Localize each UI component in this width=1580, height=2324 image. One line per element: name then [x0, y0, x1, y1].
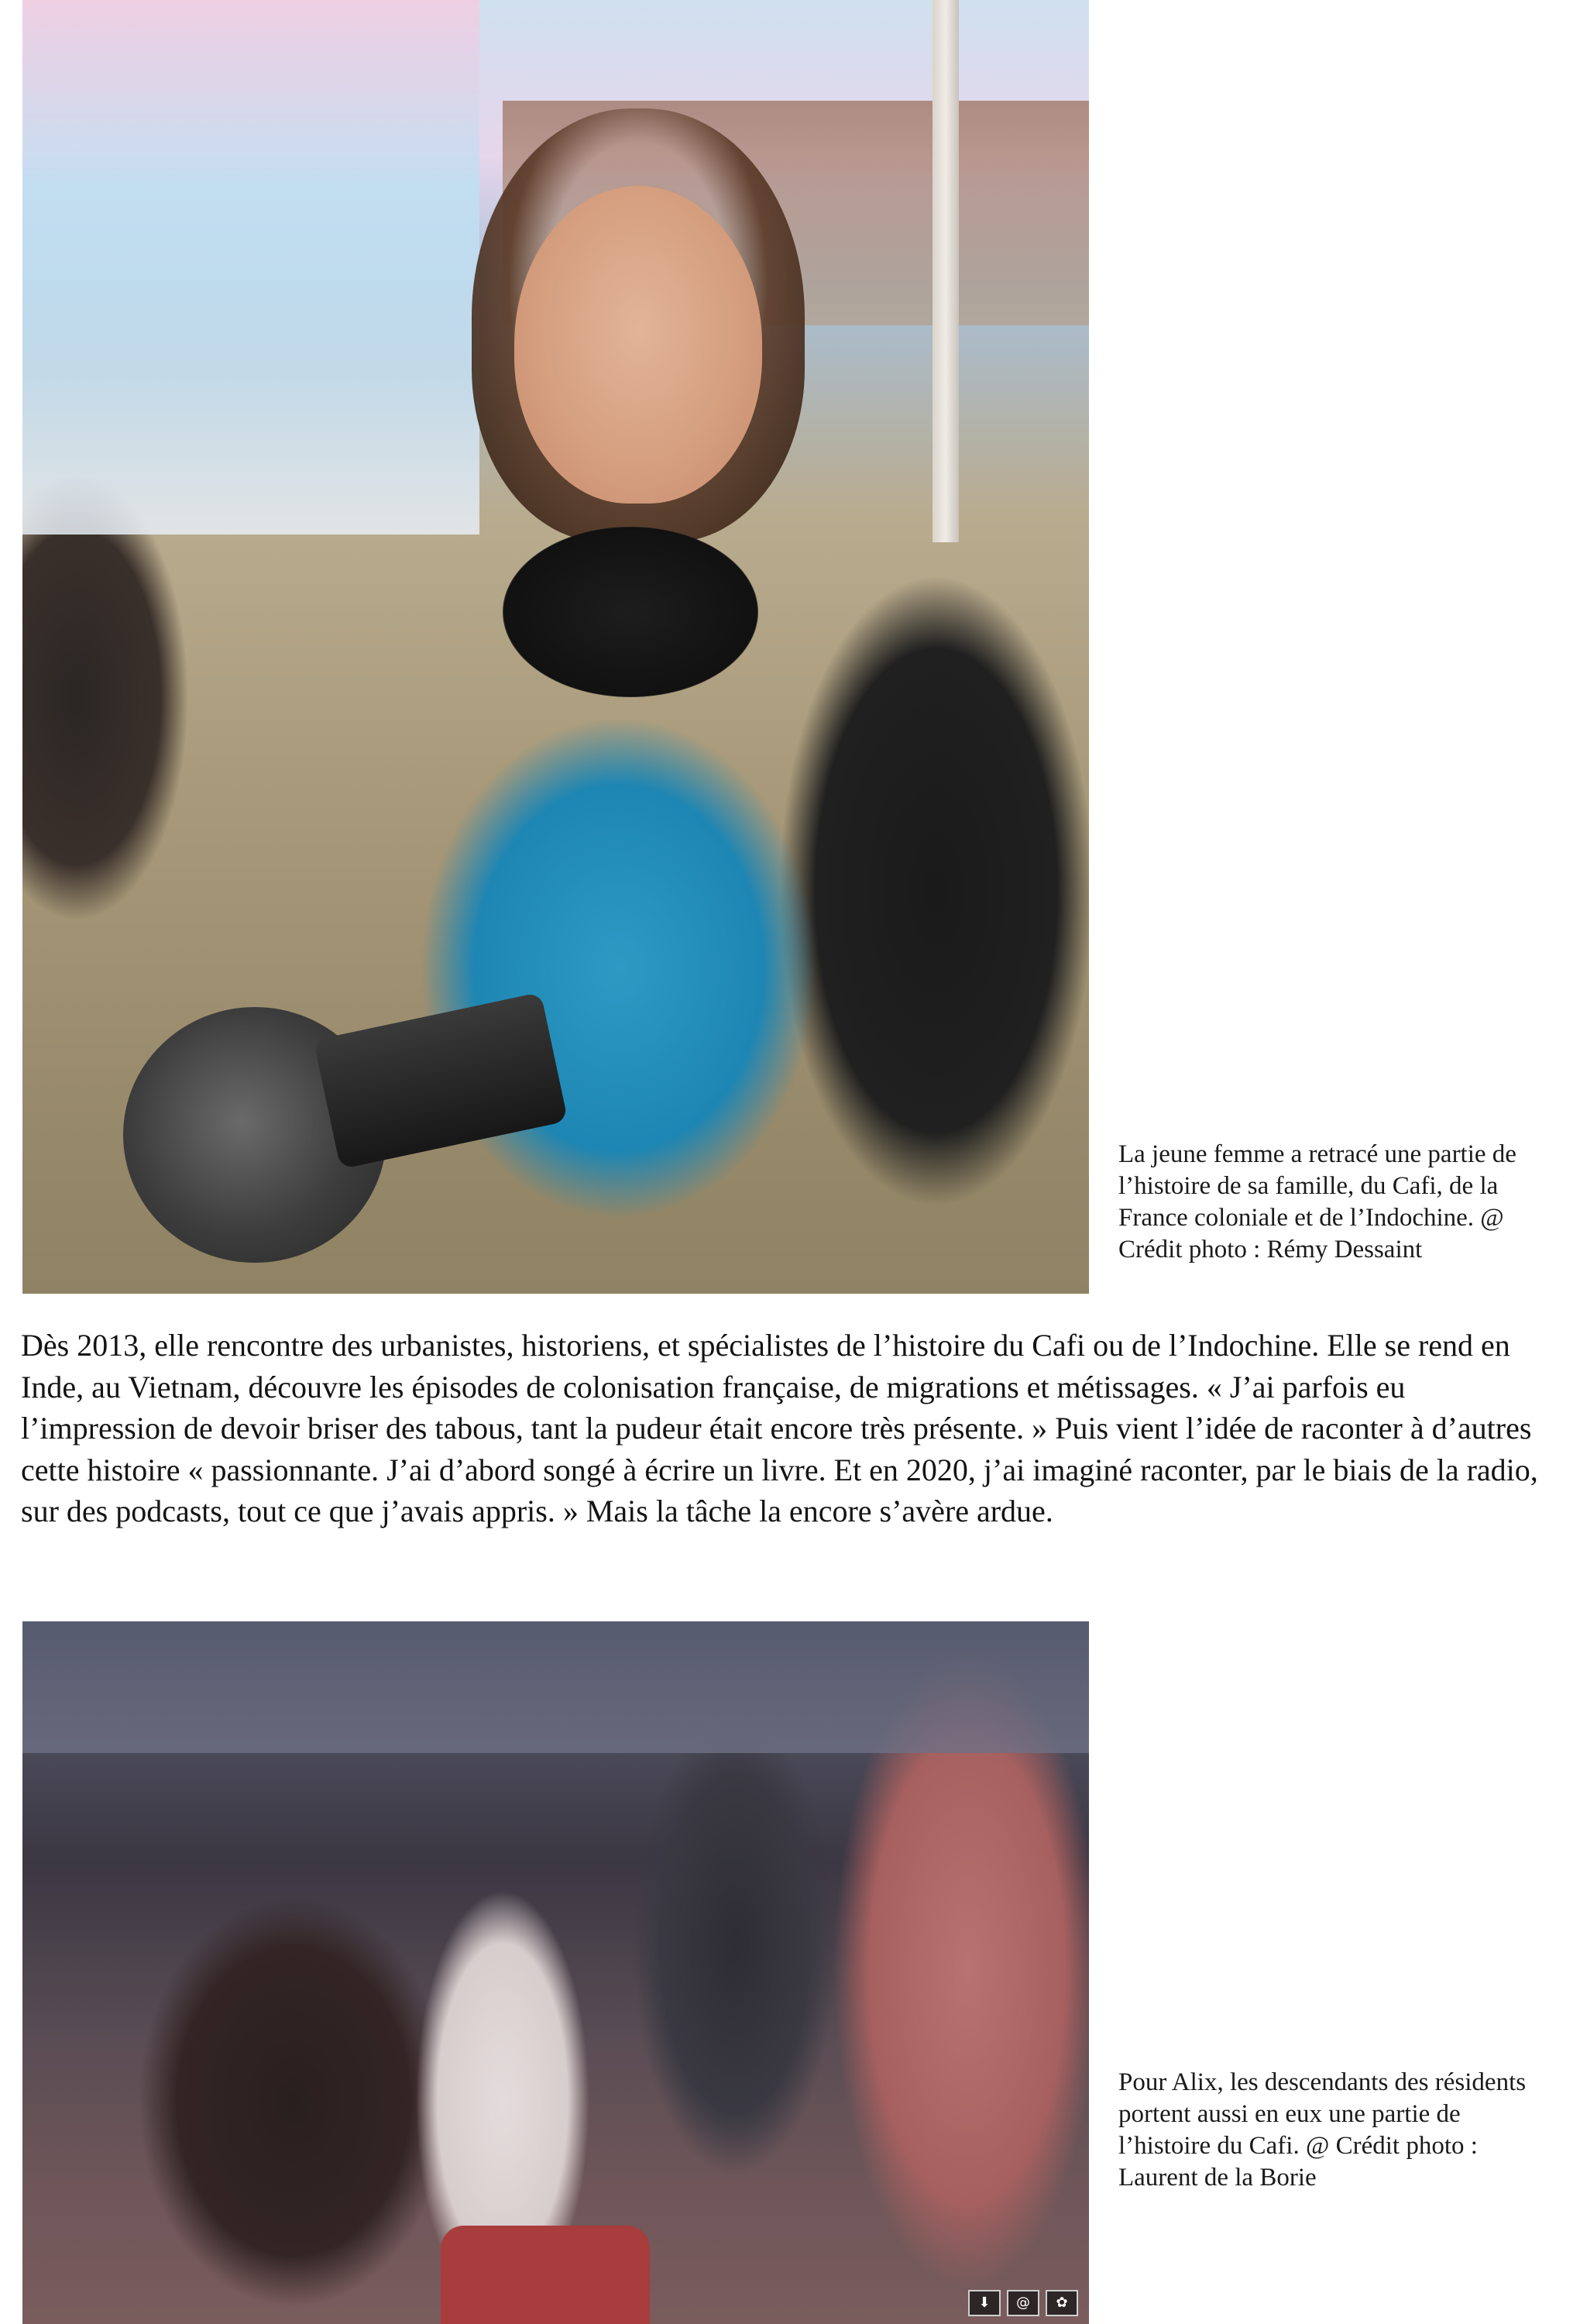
photo-background-pole — [933, 0, 959, 542]
photo-caption-1: La jeune femme a retracé une partie de l’histoire de sa famille, du Cafi, de la France coloniale et de l’Indochine. @ Crédit photo : Rémy Dessaint — [1118, 1140, 1516, 1263]
photo-headphones — [503, 527, 758, 697]
photo-child-shorts — [441, 2226, 650, 2324]
article-photo-woman-child — [22, 1621, 1089, 2324]
article-photo-woman-headphones — [22, 0, 1089, 1294]
download-icon[interactable]: ⬇ — [968, 2290, 1001, 2316]
article-paragraph: Dès 2013, elle rencontre des urbanistes, historiens, et spécialistes de l’histoire du Cafi ou de l’Indochine. Elle se rend en Inde, au Vietnam, découvre les épisodes de colonisation française, de migrations et métissages. « J’ai parfois eu l’impression de devoir briser des tabous, tant la pudeur était encore très présente. » Puis vient l’idée de raconter à d’autres cette histoire « passionnante. J’ai d’abord songé à écrire un livre. Et en 2020, j’ai imaginé raconter, par le biais de la radio, sur des podcasts, tout ce que j’avais appris. » Mais la tâche la encore s’avère ardue. — [21, 1328, 1538, 1528]
photo-recorder — [314, 992, 568, 1170]
photo-background-sky — [22, 1621, 1089, 1753]
photo-controls — [968, 2290, 1078, 2316]
photo-subject-face — [514, 186, 762, 504]
photo-caption-2: Pour Alix, les descendants des résidents portent aussi en eux une partie de l’histoire du Cafi. @ Crédit photo : Laurent de la Borie — [1118, 2068, 1527, 2192]
share-icon[interactable]: @ — [1007, 2290, 1039, 2316]
settings-icon[interactable]: ✿ — [1046, 2290, 1078, 2316]
photo-background-booth — [22, 0, 479, 535]
